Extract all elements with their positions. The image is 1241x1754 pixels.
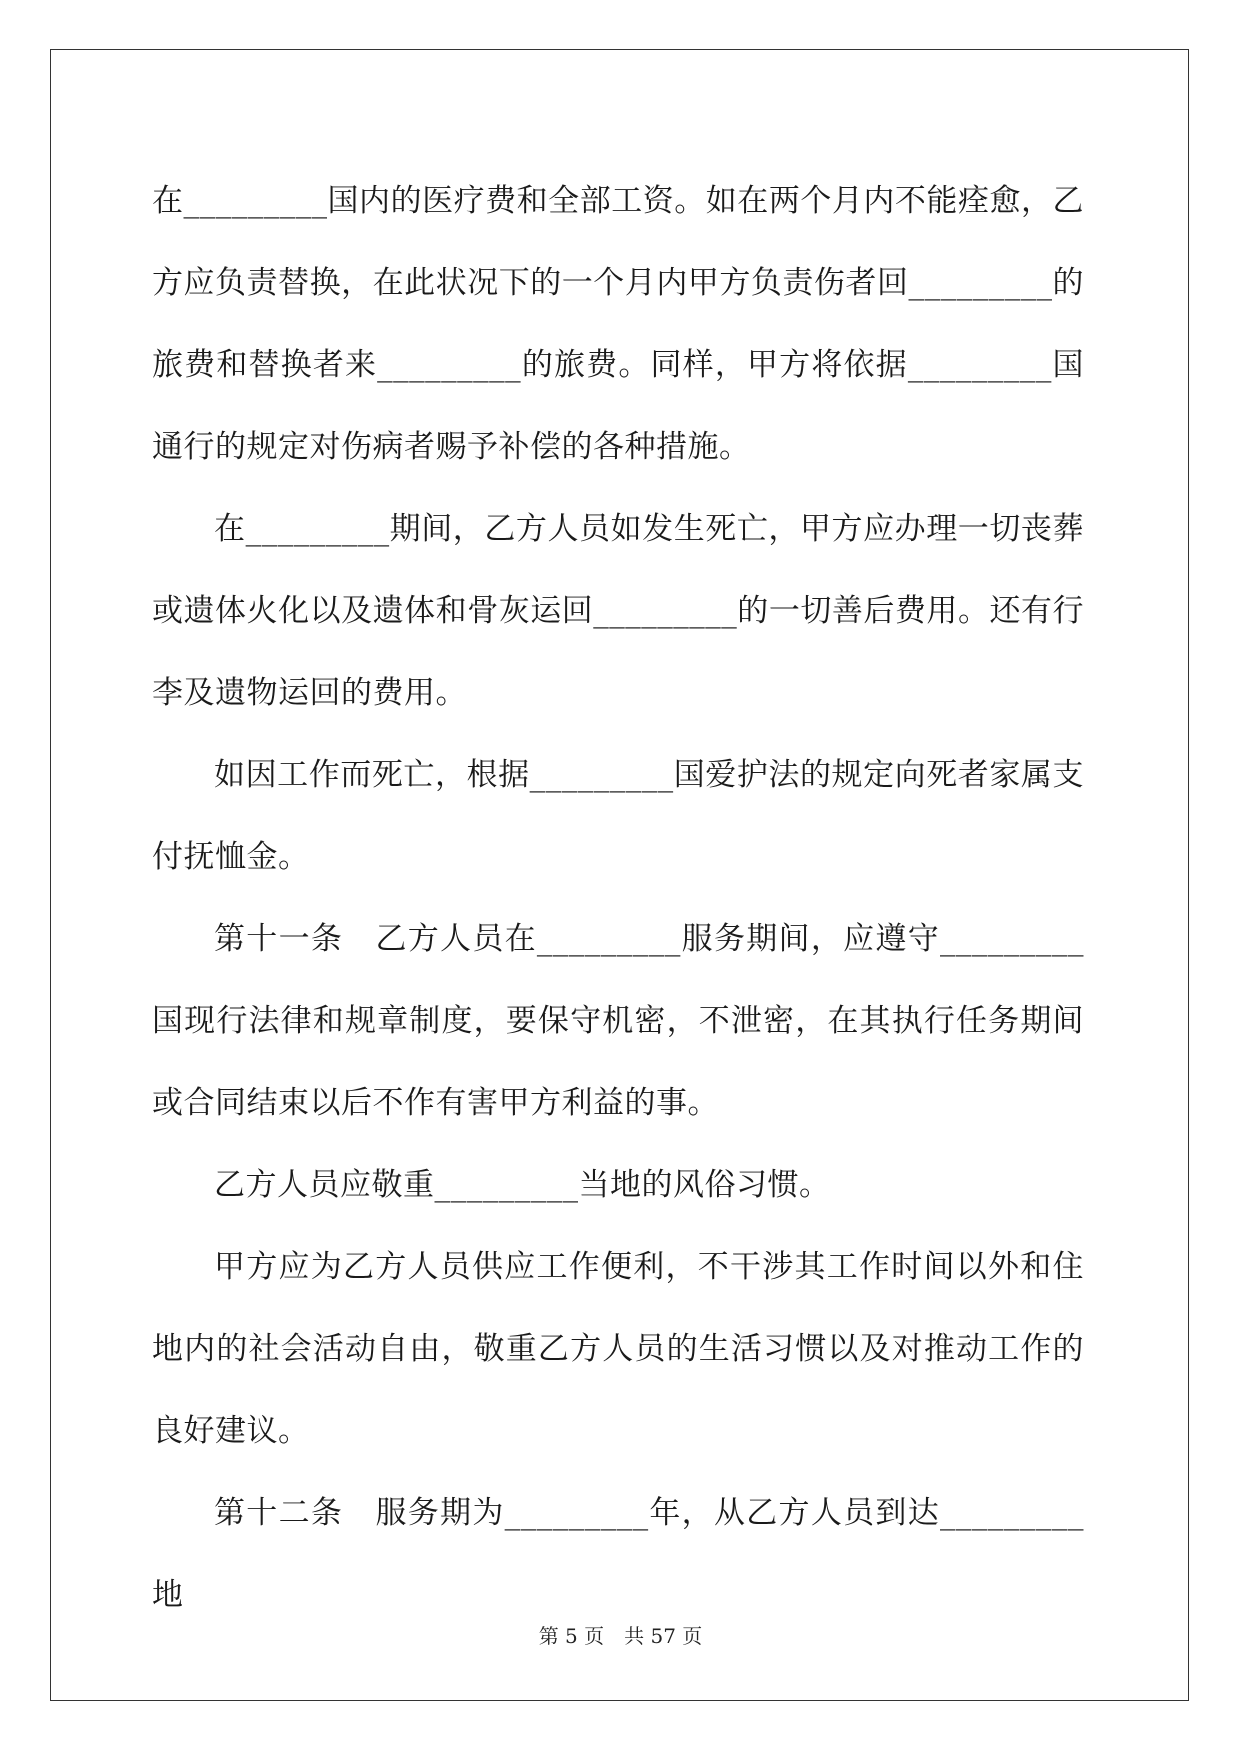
- paragraph: 甲方应为乙方人员供应工作便利，不干涉其工作时间以外和住地内的社会活动自由，敬重乙方人员的生活习惯以及对推动工作的良好建议。: [152, 1249, 1084, 1449]
- paragraph: 乙方人员应敬重_________当地的风俗习惯。: [214, 1167, 831, 1203]
- paragraph: 第十一条 乙方人员在_________服务期间，应遵守_________国现行法律和规章制度，要保守机密，不泄密，在其执行任务期间或合同结束以后不作有害甲方利益的事。: [152, 921, 1084, 1121]
- paragraph: 在_________期间，乙方人员如发生死亡，甲方应办理一切丧葬或遗体火化以及遗体和骨灰运回_________的一切善后费用。还有行李及遗物运回的费用。: [152, 511, 1084, 711]
- paragraph: 在_________国内的医疗费和全部工资。如在两个月内不能痊愈，乙方应负责替换，在此状况下的一个月内甲方负责伤者回_________的旅费和替换者来_________的旅费。同样，甲方将依据_________国通行的规定对伤病者赐予补偿的各种措施。: [152, 183, 1084, 465]
- paragraph: 如因工作而死亡，根据_________国爱护法的规定向死者家属支付抚恤金。: [152, 757, 1084, 875]
- paragraph: 第十二条 服务期为_________年，从乙方人员到达_________地: [152, 1495, 1084, 1613]
- document-body: [152, 160, 1084, 1636]
- page-number: 第 5 页 共 57 页: [538, 1624, 703, 1648]
